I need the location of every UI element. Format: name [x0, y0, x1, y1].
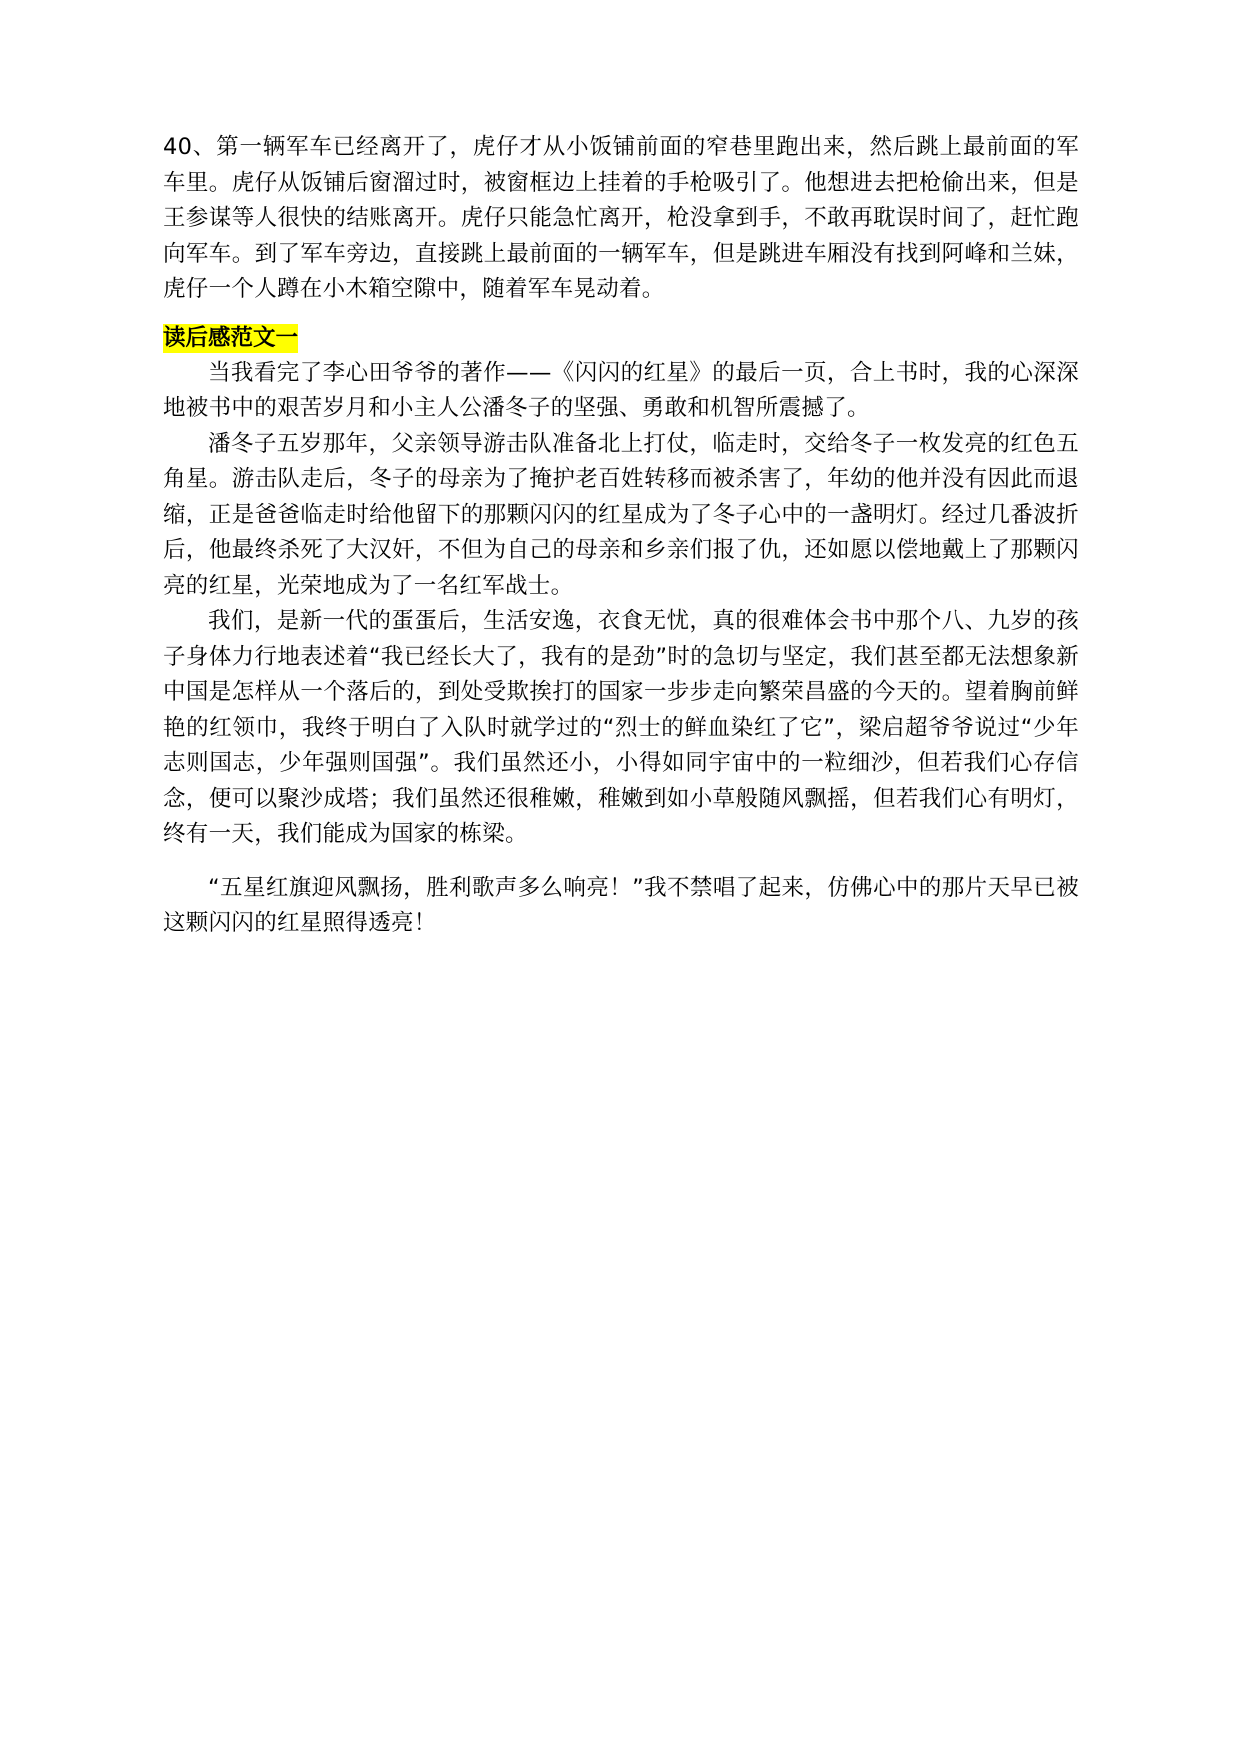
- section-heading-label: 读后感范文一: [163, 324, 299, 351]
- document-body: [163, 130, 1079, 942]
- paragraph-spacer: [163, 853, 1079, 871]
- numbered-paragraph-40: 40、第一辆军车已经离开了，虎仔才从小饭铺前面的窄巷里跑出来，然后跳上最前面的军车里。虎仔从饭铺后窗溜过时，被窗框边上挂着的手枪吸引了。他想进去把枪偷出来，但是王参谋等人很快的结账离开。虎仔只能急忙离开，枪没拿到手，不敢再耽误时间了，赶忙跑向军车。到了军车旁边，直接跳上最前面的一辆军车，但是跳进车厢没有找到阿峰和兰妹，虎仔一个人蹲在小木箱空隙中，随着军车晃动着。: [163, 134, 1079, 302]
- essay-paragraph-1: 当我看完了李心田爷爷的著作——《闪闪的红星》的最后一页，合上书时，我的心深深地被书中的艰苦岁月和小主人公潘冬子的坚强、勇敢和机智所震撼了。: [163, 359, 1079, 421]
- section-heading: [163, 322, 1079, 354]
- essay-paragraph-4: “五星红旗迎风飘扬，胜利歌声多么响亮！”我不禁唱了起来，仿佛心中的那片天早已被这颗闪闪的红星照得透亮！: [163, 874, 1079, 936]
- essay-paragraph-3: 我们，是新一代的蛋蛋后，生活安逸，衣食无忧，真的很难体会书中那个八、九岁的孩子身体力行地表述着“我已经长大了，我有的是劲”时的急切与坚定，我们甚至都无法想象新中国是怎样从一个落后的，到处受欺挨打的国家一步步走向繁荣昌盛的今天的。望着胸前鲜艳的红领巾，我终于明白了入队时就学过的“烈士的鲜血染红了它”，梁启超爷爷说过“少年志则国志，少年强则国强”。我们虽然还小，小得如同宇宙中的一粒细沙，但若我们心存信念，便可以聚沙成塔；我们虽然还很稚嫩，稚嫩到如小草般随风飘摇，但若我们心有明灯，终有一天，我们能成为国家的栋梁。: [163, 608, 1079, 847]
- essay-paragraph-2: 潘冬子五岁那年，父亲领导游击队准备北上打仗，临走时，交给冬子一枚发亮的红色五角星。游击队走后，冬子的母亲为了掩护老百姓转移而被杀害了，年幼的他并没有因此而退缩，正是爸爸临走时给他留下的那颗闪闪的红星成为了冬子心中的一盏明灯。经过几番波折后，他最终杀死了大汉奸，不但为自己的母亲和乡亲们报了仇，还如愿以偿地戴上了那颗闪亮的红星，光荣地成为了一名红军战士。: [163, 430, 1079, 599]
